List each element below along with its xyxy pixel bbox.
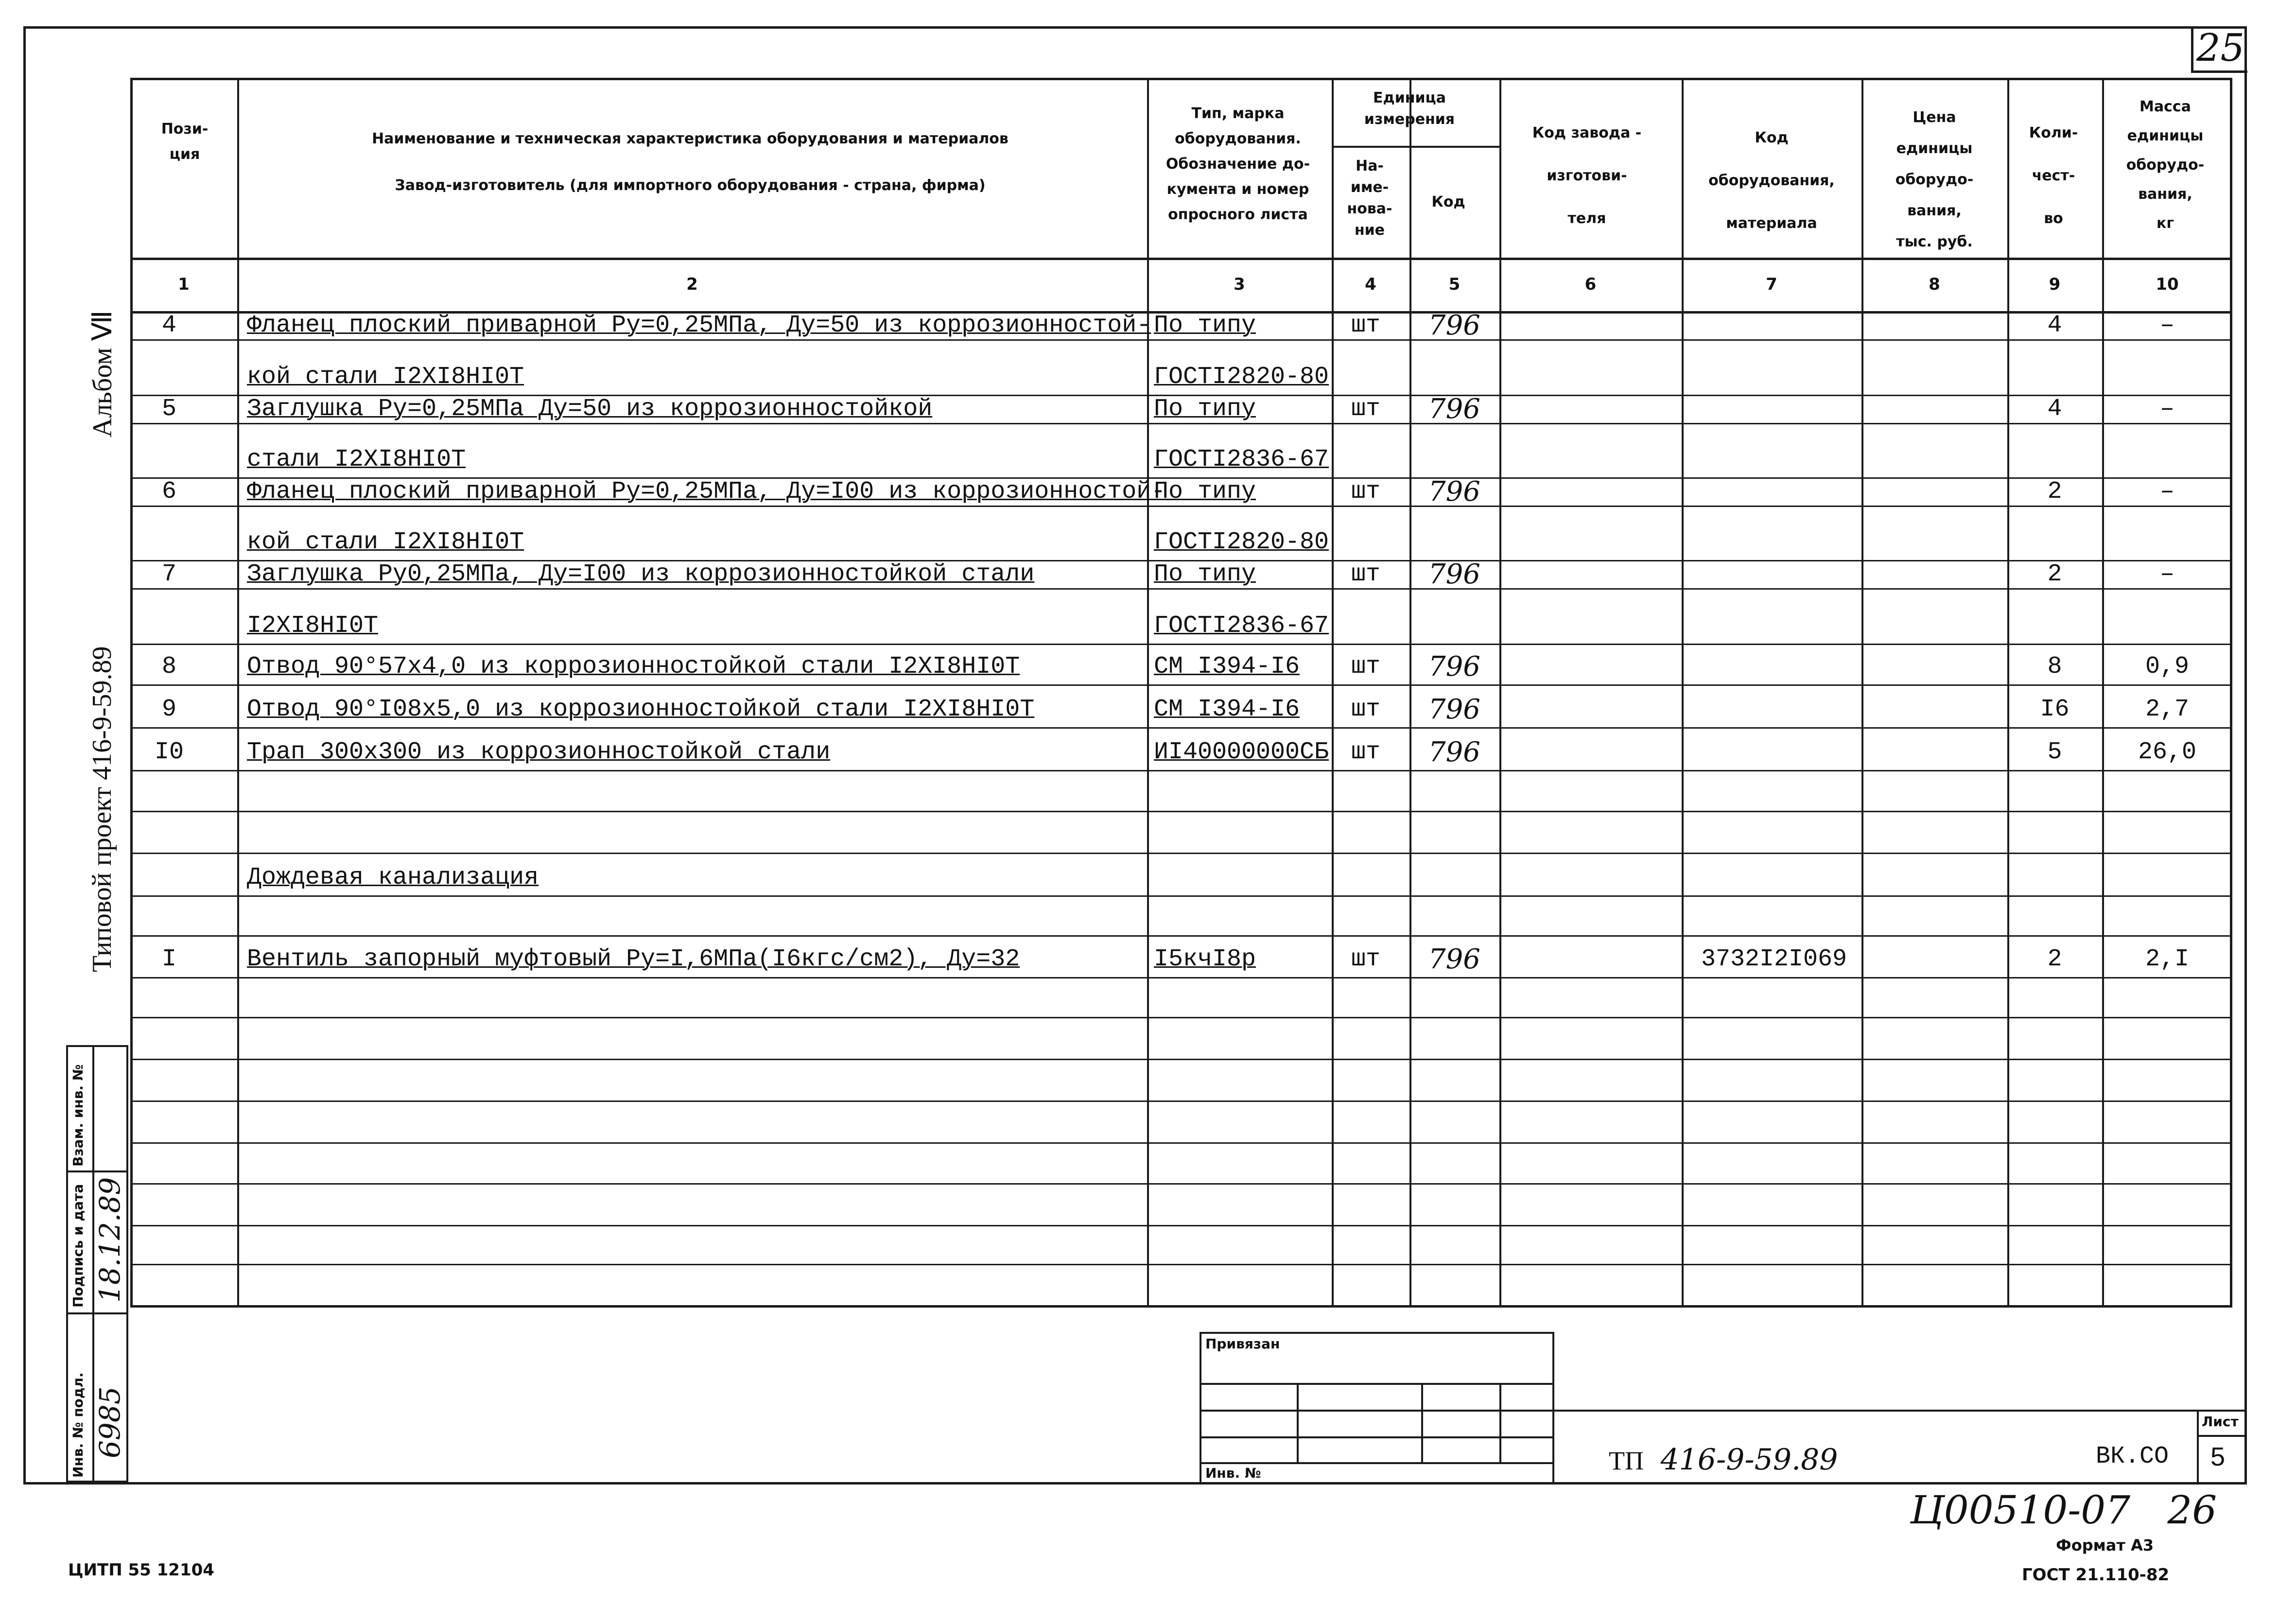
row-unit: шт — [1351, 395, 1380, 423]
row-quantity: 2 — [2047, 478, 2062, 506]
sheet-number: 25 — [2191, 26, 2247, 73]
row-rule — [130, 977, 2232, 978]
row-type: ГОСТI2836-67 — [1154, 446, 1329, 473]
row-type: ГОСТI2820-80 — [1154, 528, 1329, 556]
row-quantity: 2 — [2047, 945, 2062, 973]
side-stamp-line — [66, 1312, 128, 1314]
row-mass: – — [2159, 395, 2174, 423]
row-rule — [130, 1059, 2232, 1060]
header-unit: Единица измерения — [1364, 89, 1455, 128]
sheet-value: 5 — [2210, 1442, 2226, 1471]
row-unit: шт — [1351, 738, 1380, 766]
row-unit: шт — [1351, 696, 1380, 723]
stamp-line — [1297, 1383, 1299, 1462]
header-position: Пози- ция — [161, 121, 209, 163]
row-rule — [130, 1225, 2232, 1226]
sheet-label: Лист — [2202, 1414, 2239, 1430]
row-name: Заглушка Ру0,25МПа, Ду=I00 из коррозионностойкой стали — [247, 560, 1035, 588]
row-rule — [130, 644, 2232, 645]
row-position: 6 — [161, 478, 176, 506]
row-name: Отвод 90°57x4,0 из коррозионностойкой стали I2XI8HI0T — [247, 653, 1020, 681]
row-unit-code: 796 — [1428, 393, 1480, 425]
inv-orig-value: 6985 — [93, 1386, 126, 1458]
header-name-line1: Наименование и техническая характеристика оборудования и материалов — [372, 130, 1009, 147]
row-mass: – — [2159, 478, 2174, 506]
stamp-line — [1200, 1462, 1554, 1464]
sign-date-value: 18.12.89 — [93, 1177, 126, 1303]
column-number: 5 — [1448, 275, 1461, 294]
row-quantity: 4 — [2047, 312, 2062, 339]
row-name: Фланец плоский приварной Ру=0,25МПа, Ду=I00 из коррозионностой- — [247, 478, 1166, 506]
row-name: стали I2XI8HI0T — [247, 446, 466, 473]
doc-code — [1609, 1443, 1838, 1477]
column-number: 4 — [1365, 275, 1376, 294]
column-number: 10 — [2156, 275, 2179, 294]
column-number: 2 — [686, 275, 698, 294]
stamp-line — [1421, 1383, 1423, 1462]
row-position: 5 — [161, 395, 176, 423]
row-mass: – — [2159, 560, 2174, 588]
gost-label: ГОСТ 21.110-82 — [2022, 1565, 2170, 1585]
doc-code-prefix: ТП — [1609, 1446, 1644, 1475]
row-quantity: 2 — [2047, 560, 2062, 588]
row-rule — [130, 811, 2232, 812]
row-quantity: 5 — [2047, 738, 2062, 766]
row-name: Заглушка Ру=0,25МПа Ду=50 из коррозионностойкой — [247, 395, 933, 423]
row-rule — [130, 1017, 2232, 1018]
row-name: I2XI8HI0T — [247, 612, 379, 640]
row-unit: шт — [1351, 478, 1380, 506]
row-unit-code: 796 — [1428, 943, 1480, 975]
header-quantity: Коли- чест- во — [2029, 124, 2078, 227]
inv-label: Инв. № — [1205, 1465, 1261, 1481]
doc-mark: ВК.СО — [2096, 1443, 2169, 1470]
row-rule — [130, 727, 2232, 729]
header-price: Цена единицы оборудо- вания, тыс. руб. — [1895, 109, 1974, 250]
row-unit-code: 796 — [1428, 651, 1480, 682]
unit-subheader-rule — [1332, 146, 1499, 148]
row-rule — [130, 684, 2232, 686]
row-position: 9 — [161, 696, 176, 723]
row-unit: шт — [1351, 945, 1380, 973]
project-text: Типовой проект 416-9-59.89 — [87, 646, 117, 972]
row-name: кой стали I2XI8HI0T — [247, 528, 524, 556]
row-rule — [130, 770, 2232, 771]
header-plant-code: Код завода - изготови- теля — [1532, 124, 1642, 227]
doc-code-number: 416-9-59.89 — [1660, 1443, 1838, 1477]
row-name: Фланец плоский приварной Ру=0,25МПа, Ду=50 из коррозионностой- — [247, 312, 1151, 339]
column-number: 9 — [2049, 275, 2061, 294]
row-position: 8 — [161, 653, 176, 681]
cipt-label: ЦИТП 55 12104 — [68, 1560, 214, 1580]
side-stamp-line — [66, 1170, 128, 1172]
row-quantity: 8 — [2047, 653, 2062, 681]
row-rule — [130, 1264, 2232, 1265]
row-rule — [130, 935, 2232, 937]
header-unit-name: На- име- нова- ние — [1347, 157, 1392, 239]
header-type: Тип, марка оборудования. Обозначение до- кумента и номер опросного листа — [1165, 105, 1310, 223]
row-name: Вентиль запорный муфтовый Ру=I,6МПа(I6кгс/см2), Ду=32 — [247, 945, 1020, 973]
row-name: Дождевая канализация — [247, 864, 539, 891]
row-mass: 26,0 — [2138, 738, 2197, 766]
row-quantity: I6 — [2040, 696, 2070, 723]
row-unit: шт — [1351, 312, 1380, 339]
stamp-line — [1554, 1410, 2247, 1412]
stamp-line — [2197, 1435, 2247, 1437]
row-type: I5кчI8р — [1154, 945, 1256, 973]
column-number: 8 — [1929, 275, 1940, 294]
column-number: 6 — [1584, 275, 1597, 294]
row-name: кой стали I2XI8HI0T — [247, 363, 524, 391]
row-mass: 2,7 — [2145, 696, 2189, 723]
row-type: ГОСТI2836-67 — [1154, 612, 1329, 640]
row-type: По типу — [1154, 395, 1256, 423]
header-mass: Масса единицы оборудо- вания, кг — [2126, 98, 2205, 232]
inv-replace-label: Взам. инв. № — [70, 1064, 86, 1167]
row-unit: шт — [1351, 560, 1380, 588]
row-type: ИI40000000СБ — [1154, 738, 1329, 766]
row-position: 4 — [161, 312, 176, 339]
column-number: 3 — [1234, 275, 1245, 294]
row-type: ГОСТI2820-80 — [1154, 363, 1329, 391]
format-label: Формат А3 — [2056, 1536, 2154, 1555]
row-mass: 2,I — [2145, 945, 2189, 973]
column-number: 1 — [178, 275, 190, 294]
row-type: СМ I394-I6 — [1154, 653, 1300, 681]
row-position: I0 — [154, 738, 184, 766]
row-name: Трап 300x300 из коррозионностойкой стали — [247, 738, 831, 766]
row-rule — [130, 853, 2232, 854]
column-number: 7 — [1766, 275, 1777, 294]
row-rule — [130, 895, 2232, 897]
stamp-line — [1499, 1383, 1501, 1462]
row-type: По типу — [1154, 478, 1256, 506]
handwritten-code: Ц00510-07 26 — [1910, 1487, 2217, 1533]
row-quantity: 4 — [2047, 395, 2062, 423]
row-type: По типу — [1154, 312, 1256, 339]
row-name: Отвод 90°I08x5,0 из коррозионностойкой стали I2XI8HI0T — [247, 696, 1035, 723]
row-unit-code: 796 — [1428, 476, 1480, 507]
row-position: 7 — [161, 560, 176, 588]
row-unit: шт — [1351, 653, 1380, 681]
row-material-code: 3732I2I069 — [1701, 945, 1847, 973]
row-unit-code: 796 — [1428, 559, 1480, 590]
header-material-code: Код оборудования, материала — [1708, 129, 1835, 232]
header-name-line2: Завод-изготовитель (для импортного оборудования - страна, фирма) — [395, 177, 986, 194]
row-unit-code: 796 — [1428, 736, 1480, 768]
album-label: Альбом Ⅶ — [87, 310, 118, 437]
header-unit-code: Код — [1431, 193, 1465, 210]
linked-label: Привязан — [1205, 1336, 1280, 1352]
sign-date-label: Подпись и дата — [70, 1184, 86, 1308]
row-type: СМ I394-I6 — [1154, 696, 1300, 723]
row-unit-code: 796 — [1428, 694, 1480, 725]
row-position: I — [161, 945, 176, 973]
row-type: По типу — [1154, 560, 1256, 588]
project-label — [87, 646, 118, 972]
row-mass: – — [2159, 312, 2174, 339]
row-rule — [130, 1142, 2232, 1144]
row-rule — [130, 1100, 2232, 1102]
inv-orig-label: Инв. № подл. — [70, 1372, 86, 1478]
row-mass: 0,9 — [2145, 653, 2189, 681]
row-rule — [130, 1183, 2232, 1185]
row-unit-code: 796 — [1428, 310, 1480, 341]
